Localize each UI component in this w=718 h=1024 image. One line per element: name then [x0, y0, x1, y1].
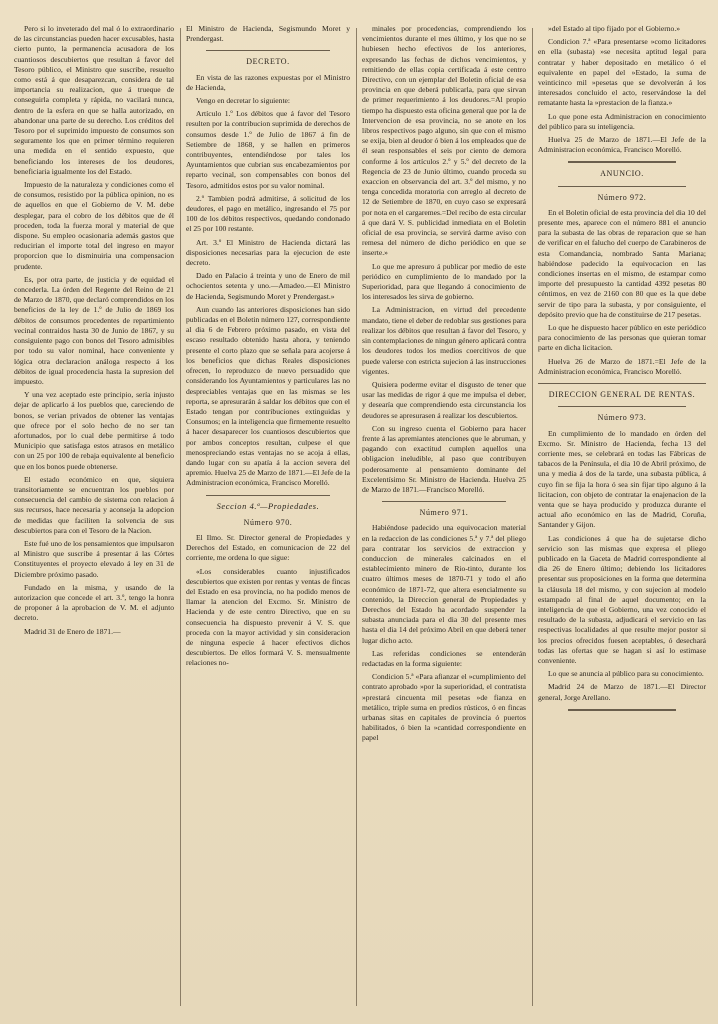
paragraph: Madrid 31 de Enero de 1871.— — [24, 626, 121, 636]
paragraph: Vengo en decretar lo siguiente: — [196, 96, 291, 106]
paragraph: Aun cuando las anteriores disposiciones han sido publicadas en el Boletin número 127, correspondiente al dia 6 de Febrero próximo pasado, en vista del escaso resultado obtenido hasta ahora, y teniendo presente el corto plazo que se señala para acojerse á los beneficios que dichas Reales disposiciones ofrecen, lo reproduzco de nuevo persuadido que considerando los Ayuntamientos y particulares las no despreciables ventajas que en las mismas se les reporta, se apresurarán á saldar los débitos que con el Estado tengan por contribuciones extinguidas y Consumos; en la inteligencia que firmemente resuelto á hacer desaparecer los cuantiosos descubiertos que por ambos conceptos resultan, culpese el que menospreciando estas ventajas no se acoja á ellas, dando lugar con su apatía á la accion severa del apremio. Huelva 25 de Marzo de 1871.—El Jefe de la Administracion económica, Francisco Morelló. — [186, 304, 350, 488]
paragraph: 2.º Tambien podrá admitirse, á solicitud de los deudores, el pago en metálico, ingresando el 75 por 100 de los débitos respectivos, quedando condonado el 25 por 100 restante. — [186, 193, 350, 234]
divider — [568, 709, 676, 711]
paragraph: La Administracion, en virtud del precedente mandato, tiene el deber de redoblar sus gestiones para realizar los débitos que resultan á favor del Tesoro, y sin contemplaciones de ningun género aplicará contra los deudores todos los medios coercitivos de que puede valerse con estricta sujecion á las instrucciones vigentes. — [362, 305, 526, 376]
paragraph: Este fué uno de los pensamientos que impulsaron al Ministro que suscribe á presentar á las Córtes Constituyentes el proyecto elevado á ley en 31 de Diciembre próximo pasado. — [14, 538, 174, 579]
number-heading: Número 972. — [597, 192, 647, 202]
divider — [538, 383, 706, 384]
column-rule — [532, 28, 533, 1006]
column-3 — [362, 24, 526, 1010]
paragraph: Las condiciones á que ha de sujetarse dicho servicio son las mismas que expresa el pliego publicado en la Gaceta de Madrid correspondiente al dia 26 de Enero último; debiendo los licitadores presentar sus proposiciones en la forma que determina la cláusula 18 del mismo, y con sujecion al modelo estampado al final de aquel documento; en la inteligencia de que el Gobierno, una vez conocido el resultado de la subasta, adjudicará el servicio en las respectivas localidades al que resulte mejor postor si los precios ofrecidos fuesen aceptables, ó desechará todas las ofertas que se hagan si así lo estimase conveniente. — [538, 533, 706, 665]
paragraph: Fundado en la misma, y usando de la autorizacion que concede el art. 3.º, tengo la honra de proponer á la aprobacion de V. M. el adjunto decreto. — [14, 582, 174, 623]
paragraph: Con su ingreso cuenta el Gobierno para hacer frente á las apremiantes atenciones que le abruman, y pagando con exactitud cumplen aquellos una obligacion ineludible, al paso que contribuyen poderosamente al pensamiento dominante del Excelentísimo Sr. Ministro de Hacienda. Huelva 25 de Marzo de 1871.—Francisco Morelló. — [362, 423, 526, 494]
paragraph: Lo que pone esta Administracion en conocimiento del público para su inteligencia. — [538, 111, 706, 131]
decreto-heading: DECRETO. — [246, 57, 290, 67]
divider — [568, 161, 676, 163]
divider — [206, 50, 330, 51]
paragraph: Huelva 26 de Marzo de 1871.=El Jefe de la Administracion económica, Francisco Morelló. — [538, 356, 706, 376]
paragraph: Pero si lo inveterado del mal ó lo extraordinario de las circunstancias pueden hacer excusables, hasta cierto punto, la permanencia acusadora de los cuantiosos descubiertos que resultan á favor del Tesoro público, el Ministro que suscribe, resuelto como está á que desaparezcan, considera de tal importancia su realizacion, que á trueque de conseguirla completa y rápida, no vacilará nunca, dentro de la esfera en que se halla autorizado, en abandonar una parte de su derecho. Los créditos del Tesoro por el suprimido impuesto de consumos son seguramente los que en primer término requieren una medida en el sentido expuesto, que beneficiando los intereses de los deudores, beneficiaria igualmente los del Estado. — [14, 24, 174, 176]
paragraph: Lo que me apresuro á publicar por medio de este periódico en cumplimiento de lo mandado por la Superioridad, para que llegando á conocimiento de los interesados les sirva de gobierno. — [362, 261, 526, 302]
number-heading: Número 970. — [243, 517, 293, 527]
column-2 — [186, 24, 350, 1010]
paragraph: Madrid 24 de Marzo de 1871.—El Director general, Jorge Arellano. — [538, 682, 706, 702]
paragraph: Dado en Palacio á treinta y uno de Enero de mil ochocientos setenta y uno.—Amadeo.—El Ministro de Hacienda, Segismundo Moret y Prendergast.» — [186, 271, 350, 301]
anuncio-heading: ANUNCIO. — [600, 169, 644, 179]
paragraph: El estado económico en que, siquiera transitoriamente se encuentran los pueblos por consecuencia del cambio de sistema con relacion á sus recursos, hace necesaria y aconseja la adopcion de medidas que faciliten la solvencia de sus descubiertos para con el Tesoro de la Nacion. — [14, 474, 174, 535]
divider — [206, 495, 330, 496]
column-4 — [538, 24, 706, 1010]
paragraph: Es, por otra parte, de justicia y de equidad el concederla. La órden del Regente del Reino de 21 de Marzo de 1870, que declaró comprendidos en los beneficios de la ley de 1.º de Julio de 1869 los débitos de consumos procedentes de repartimiento vecinal contraidos hasta 30 de Junio de 1867, y su consiguiente pago con bonos del Tesoro admisibles por todo su valor nominal, hace conveniente y lógica otra declaracion análoga respecto á los débitos de igual procedencia hasta la supresion del impuesto. — [14, 274, 174, 386]
paragraph: En vista de las razones expuestas por el Ministro de Hacienda, — [186, 72, 350, 92]
paragraph: Y una vez aceptado este principio, sería injusto dejar de aplicarlo á los pueblos que, careciendo de bonos, se verian privados de obtener las ventajas que ofrece por el solo hecho de no ser tan afortunados, por lo cual debe permitirse á todo Municipio que satisfaga estos atrasos en metálico con un 25 por 100 de rebaja equivalente al beneficio que en los bonos puede obtenerse. — [14, 390, 174, 471]
paragraph: En cumplimiento de lo mandado en órden del Excmo. Sr. Ministro de Hacienda, fecha 13 del corriente mes, se celebrará en todas las Fábricas de tabacos de la Península, el dia 10 de Abril próximo, de una y media á dos de la tarde, una subasta pública, á cuyo fin se fija la hora ó sea sin fijar tipo alguno á la licitacion, con objeto de contratar la enajenacion de la venta que se haya producido y produzca durante el actual año económico en las de Madrid, Coruña, Santander y Gijon. — [538, 428, 706, 530]
paragraph: Lo que he dispuesto hacer público en este periódico para conocimiento de las personas que quieran tomar parte en dicha licitacion. — [538, 323, 706, 353]
direccion-heading: DIRECCION GENERAL DE RENTAS. — [548, 390, 696, 400]
paragraph: Lo que se anuncia al público para su conocimiento. — [548, 669, 704, 679]
paragraph: »del Estado al tipo fijado por el Gobierno.» — [548, 24, 681, 33]
paragraph: Condicion 7.ª «Para presentarse »como licitadores en ella (subasta) »se necesita aptitud legal para contratar y haber depositado en metálico ó el equivalente en papel del »Estado, la suma de veinticinco mil »pesetas que se devolverán á los interesados concluido el acto, reservándose la del rematante hasta la »prestacion de la fianza.» — [538, 37, 706, 108]
signature-line: El Ministro de Hacienda, Segismundo Moret y Prendergast. — [186, 24, 350, 44]
paragraph: «Los considerables cuanto injustificados descubiertos que existen por rentas y ventas de fincas del Estado en esa provincia, no ha podido menos de llamar la atencion del Excmo. Sr. Ministro de Hacienda y de este centro Directivo, que en su consecuencia ha dispuesto prevenir á V. S. que proceda con la mayor actividad y sin consideracion de ninguna especie á hacer efectivos dichos descubiertos. De ellos formará V. S. mensualmente relaciones no- — [186, 566, 350, 668]
column-1 — [14, 24, 174, 1010]
paragraph: Art. 3.º El Ministro de Hacienda dictará las disposiciones necesarias para la ejecucion de este decreto. — [186, 237, 350, 268]
paragraph: Huelva 25 de Marzo de 1871.—El Jefe de la Administracion económica, Francisco Morelló. — [538, 135, 706, 155]
paragraph: En el Boletin oficial de esta provincia del dia 10 del presente mes, aparece con el número 881 el anuncio para la subasta de las obras de reparacion que se han de verificar en el falucho del cuerpo de Carabineros de esta Comandancia, nombrado Santa Mariana; habiéndose padecido la equivocacion en las condiciones insertas en el mismo, de estampar como importe del presupuesto la cantidad 4392 pesetas 80 céntimos, en vez de 2160 con 80 que es la que debe servir de tipo para la subasta, y por consiguiente, el depósito previo que ha de constituirse de 217 pesetas. — [538, 207, 706, 319]
paragraph: El Ilmo. Sr. Director general de Propiedades y Derechos del Estado, en comunicacion de 22 del corriente, me ordena lo que sigue: — [186, 532, 350, 563]
paragraph: Impuesto de la naturaleza y condiciones como el de consumos, resistido por la pública opinion, no es de aquellos en que el Gobierno de V. M. debe desplegar, para el cobro de los débitos que de él proceden, toda la fuerza moral y material de que dispone. Su empleo ocasionaria además gastos que reducirian el importe total del ingreso en mayor proporcion que lo disminuiria una compensacion prudente. — [14, 180, 174, 271]
section-heading: Seccion 4.ª—Propiedades. — [216, 501, 320, 511]
paragraph: Las referidas condiciones se entenderán redactadas en la forma siguiente: — [362, 648, 526, 668]
divider — [382, 501, 506, 502]
paragraph: Artículo 1.º Los débitos que á favor del Tesoro resulten por la contribucion suprimida de derechos de consumos desde 1.º de Julio de 1867 á fin de Setiembre de 1868, y se hallen en primeros contribuyentes, entendiéndose por tales los Ayuntamientos que cubrian sus encabezamientos por reparto vecinal, son compensables con bonos del Tesoro, admitidos estos por su valor nominal. — [186, 109, 350, 190]
column-rule — [356, 28, 357, 1006]
number-heading: Número 973. — [597, 413, 647, 423]
number-heading: Número 971. — [419, 508, 469, 518]
column-rule — [180, 28, 181, 1006]
divider — [558, 186, 686, 187]
paragraph: Condicion 5.ª «Para afianzar el »cumplimiento del contrato aprobado »por la superioridad, el contratista »prestará cincuenta mil pesetas »de fianza en metálico, triple suma en predios rústicos, ó en fincas urbanas sitas en capitales de provincia ó puertos habilitados, ó bien la »cantidad correspondiente en papel — [362, 672, 526, 743]
divider — [558, 406, 686, 407]
paragraph: Quisiera poderme evitar el disgusto de tener que usar las medidas de rigor á que me impulsa el deber, y desearía que comprendiendo esta circunstancia los deudores se apresurasen á realizar los descubiertos. — [362, 379, 526, 420]
paragraph: Habiéndose padecido una equivocacion material en la redaccion de las condiciones 5.ª y 7.ª del pliego para contratar los servicios de extraccion y conduccion de minerales calcinados en el establecimiento minero de Rio-tinto, durante los cuatro últimos meses de 1870-71 y todo el año económico de 1871-72, que altera esencialmente su contenido, la Direccion general de Propiedades y Derechos del Estado ha acordado suspender la subasta anunciada para el dia 30 del presente mes hasta el dia 14 del próximo Abril en que deberá tener lugar dicho acto. — [362, 523, 526, 645]
paragraph: minales por procedencias, comprendiendo los vencimientos durante el mes último, y los que no se hubiesen hecho efectivos de los anteriores, expresando las fechas de dichos vencimientos, y remitiendo de ellas copia certificada á este centro Directivo, con un ejemplar del Boletin oficial de esa provincia en que deberá publicarla, para que sirvan de primer requerimiento á los deudores.=Al propio tiempo ha dispuesto esta oficina general que por la de Intervencion de esa provincia, no se anote en los libros respectivos pago alguno, sin que con el mismo se exija, bien al deudor ó bien á los empleados que de él sean responsables el seis por ciento de demora conforme á los artículos 2.º y 5.º del decreto de la Regencia de 23 de Junio último, cuando proceda su exaccion en observancia del art. 3.º del mismo, y no tenga concedida moratoria con arreglo al decreto de 12 de Setiembre de 1870, en cuyo caso se expresará por nota en el cargaremes.=Del recibo de esta circular á que dará V. S. publicidad inmediata en el Boletin oficial de esa provincia, se servirá darme aviso con remesa del número de dicho periódico en que se inserte.» — [362, 24, 526, 258]
